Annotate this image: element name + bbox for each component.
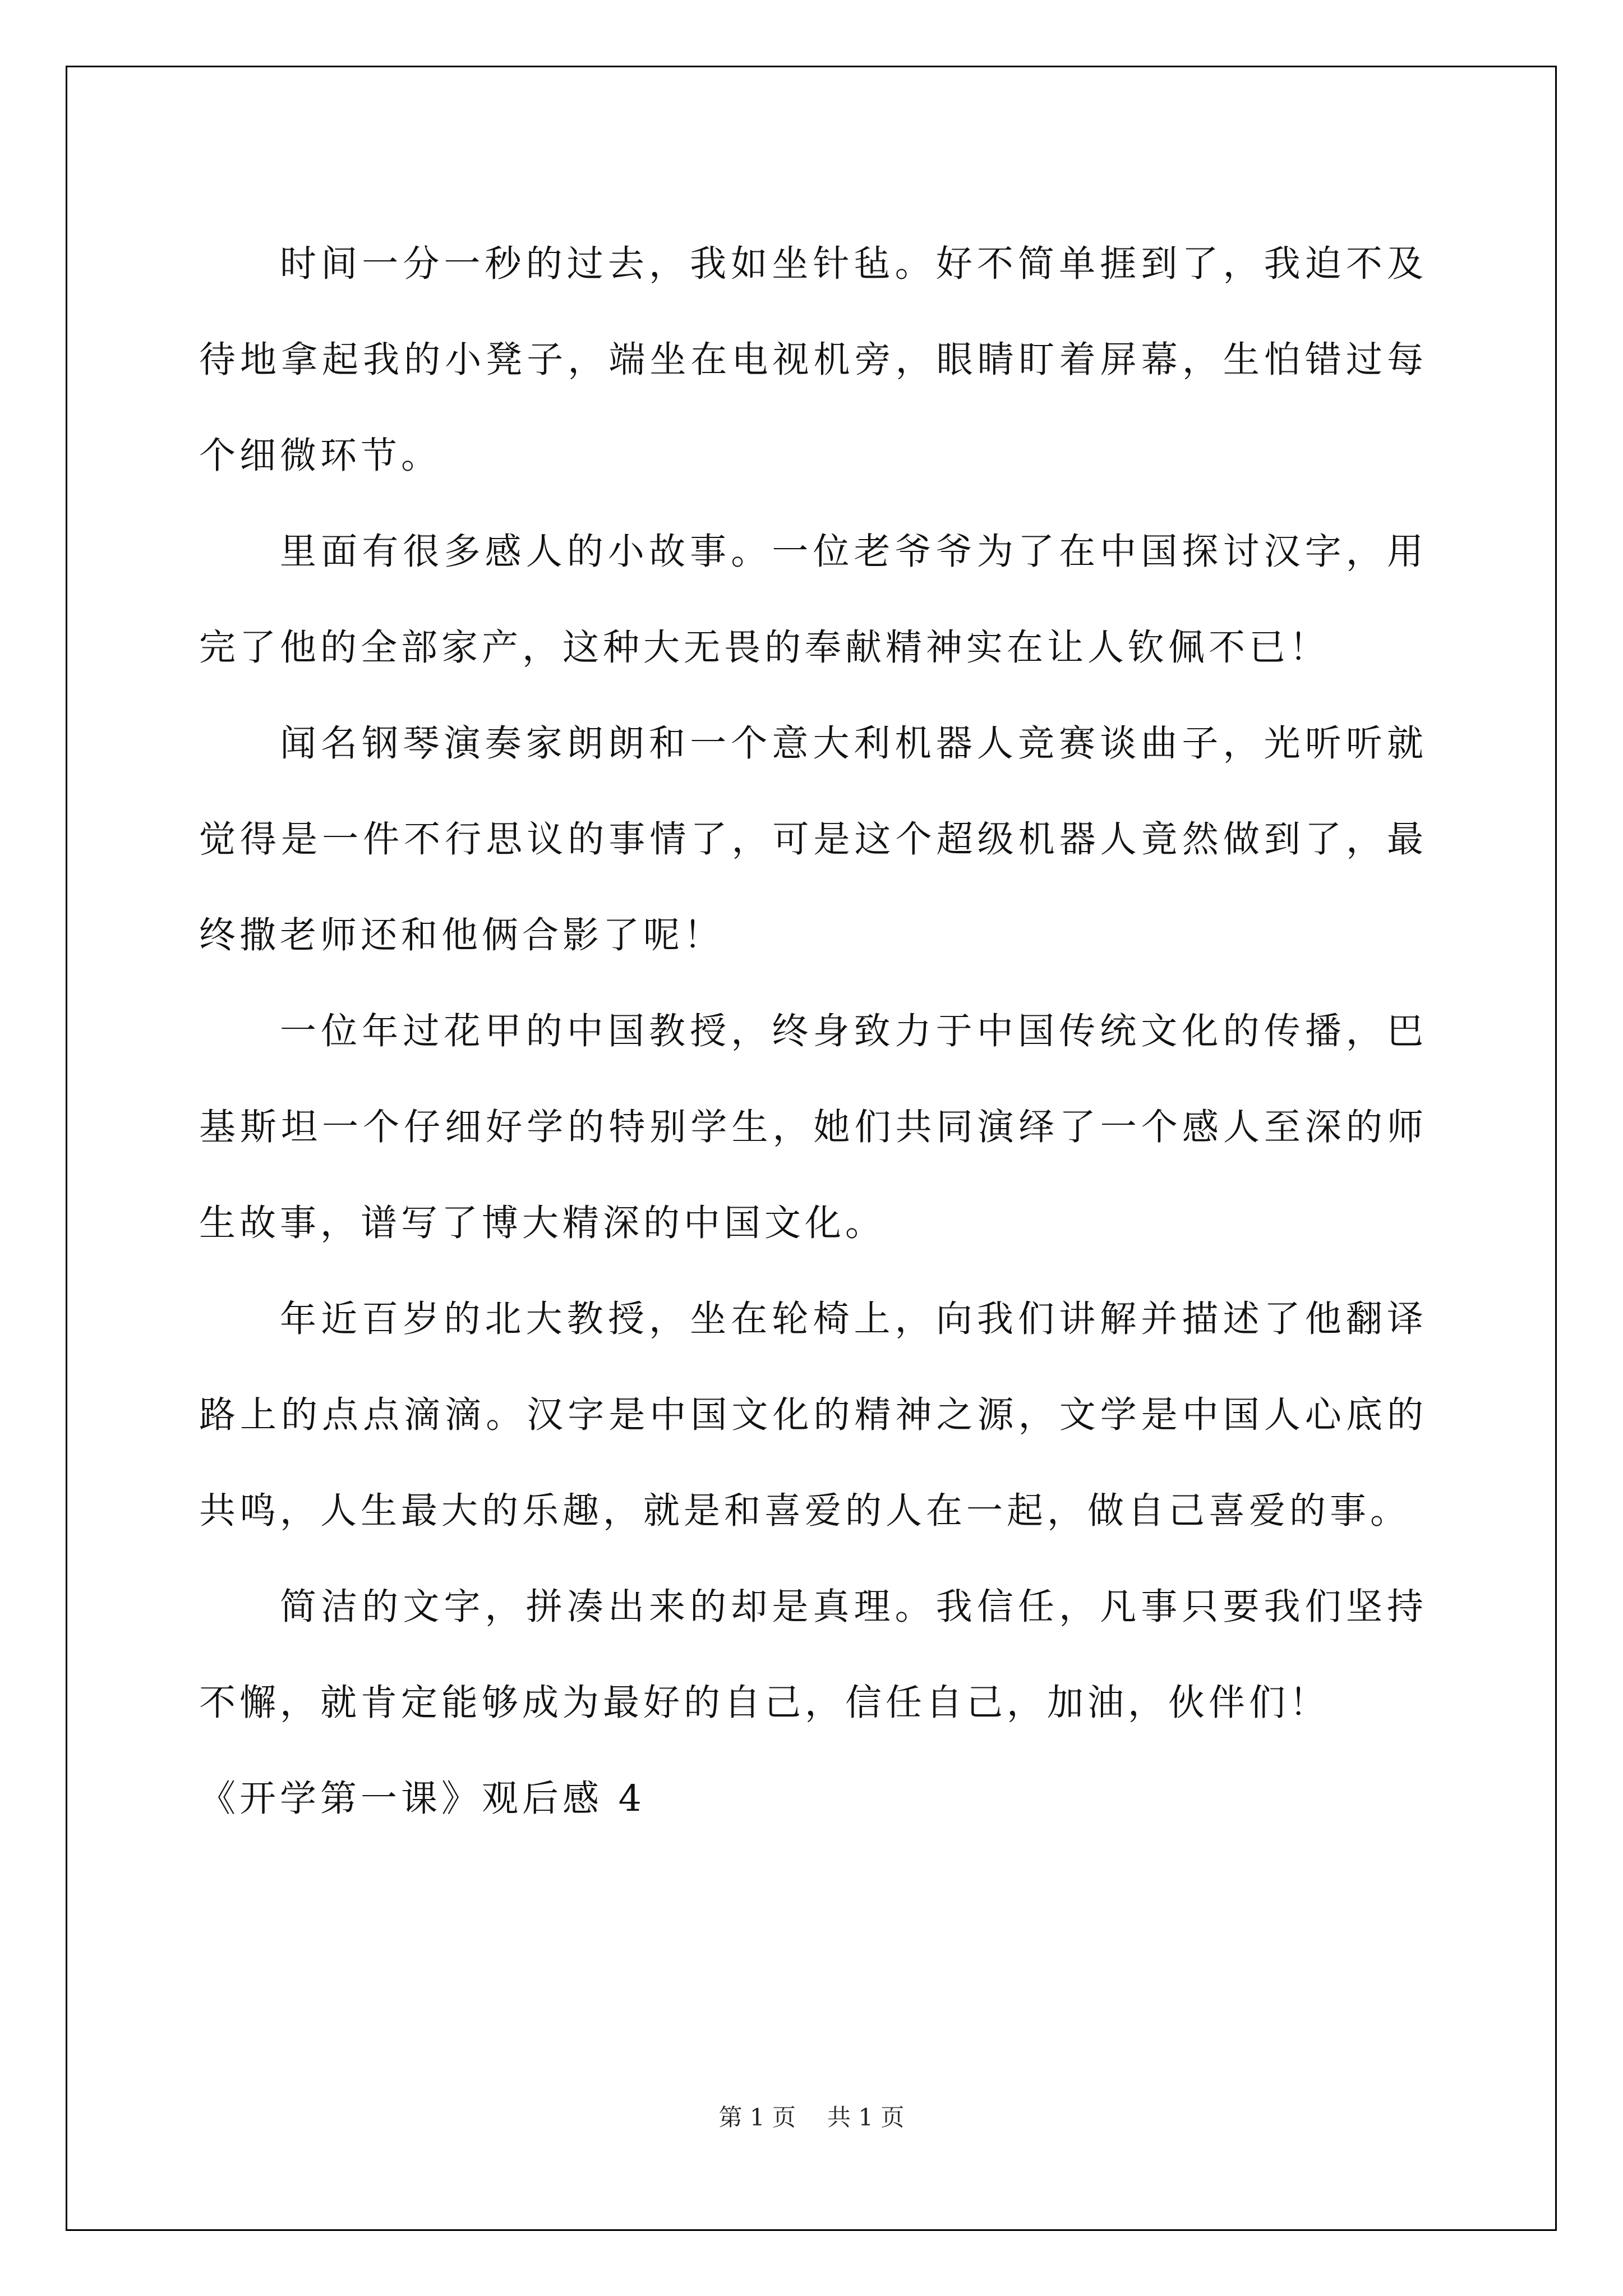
document-body (199, 216, 1427, 1847)
section-heading: 《开学第一课》观后感 4 (199, 1778, 646, 1820)
paragraph: 时间一分一秒的过去，我如坐针毡。好不简单捱到了，我迫不及待地拿起我的小凳子，端坐在电视机旁，眼睛盯着屏幕，生怕错过每个细微环节。 (199, 243, 1427, 477)
page-footer (0, 2101, 1623, 2134)
page-total: 共 1 页 (827, 2104, 905, 2131)
paragraph: 简洁的文字，拼凑出来的却是真理。我信任，凡事只要我们坚持不懈，就肯定能够成为最好的自己，信任自己，加油，伙伴们！ (199, 1586, 1427, 1724)
paragraph: 年近百岁的北大教授，坐在轮椅上，向我们讲解并描述了他翻译路上的点点滴滴。汉字是中国文化的精神之源，文学是中国人心底的共鸣，人生最大的乐趣，就是和喜爱的人在一起，做自己喜爱的事。 (199, 1298, 1427, 1532)
paragraph: 里面有很多感人的小故事。一位老爷爷为了在中国探讨汉字，用完了他的全部家产，这种大无畏的奉献精神实在让人钦佩不已！ (199, 531, 1427, 669)
page-number: 第 1 页 (718, 2104, 796, 2131)
paragraph: 闻名钢琴演奏家朗朗和一个意大利机器人竞赛谈曲子，光听听就觉得是一件不行思议的事情了，可是这个超级机器人竟然做到了，最终撒老师还和他俩合影了呢！ (199, 723, 1427, 956)
paragraph: 一位年过花甲的中国教授，终身致力于中国传统文化的传播，巴基斯坦一个仔细好学的特别学生，她们共同演绎了一个感人至深的师生故事，谱写了博大精深的中国文化。 (199, 1010, 1427, 1244)
